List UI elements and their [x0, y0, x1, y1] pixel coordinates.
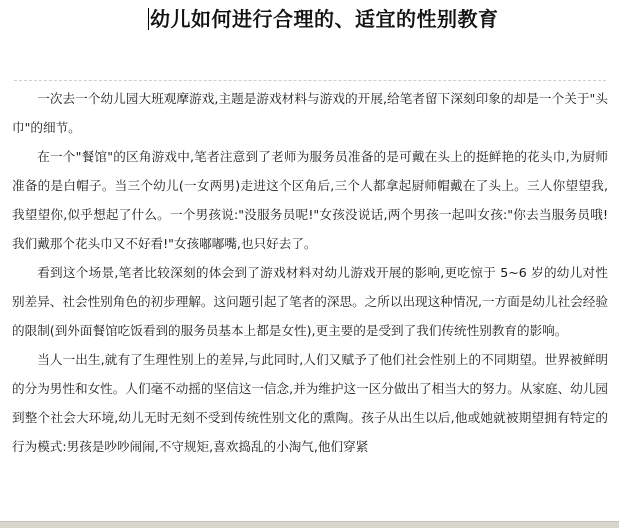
window-bottom-edge [0, 521, 619, 528]
article-body [12, 84, 608, 461]
title-divider [14, 80, 606, 81]
paragraph: 在一个"餐馆"的区角游戏中,笔者注意到了老师为服务员准备的是可戴在头上的挺鲜艳的花头巾,为厨师准备的是白帽子。当三个幼儿(一女两男)走进这个区角后,三个人都拿起厨师帽戴在了头上。三人你望望我,我望望你,似乎想起了什么。一个男孩说:"没服务员呢!"女孩没说话,两个男孩一起叫女孩:"你去当服务员哦!我们戴那个花头巾又不好看!"女孩嘟嘟嘴,也只好去了。 [12, 149, 608, 251]
paragraph: 看到这个场景,笔者比较深刻的体会到了游戏材料对幼儿游戏开展的影响,更吃惊于 5~6 岁的幼儿对性别差异、社会性别角色的初步理解。这问题引起了笔者的深思。之所以出现这种情况,一方面是幼儿社会经验的限制(到外面餐馆吃饭看到的服务员基本上都是女性),更主要的是受到了我们传统性别教育的影响。 [12, 265, 608, 338]
text-cursor [148, 8, 149, 30]
article-title: 幼儿如何进行合理的、适宜的性别教育 [150, 7, 499, 31]
paragraph: 当人一出生,就有了生理性别上的差异,与此同时,人们又赋予了他们社会性别上的不同期望。世界被鲜明的分为男性和女性。人们毫不动摇的坚信这一信念,并为维护这一区分做出了相当大的努力。从家庭、幼儿园到整个社会大环境,幼儿无时无刻不受到传统性别文化的熏陶。孩子从出生以后,他或她就被期望拥有特定的行为模式:男孩是吵吵闹闹,不守规矩,喜欢捣乱的小淘气,他们穿紧 [12, 352, 608, 454]
paragraph: 一次去一个幼儿园大班观摩游戏,主题是游戏材料与游戏的开展,给笔者留下深刻印象的却是一个关于"头巾"的细节。 [12, 91, 608, 135]
